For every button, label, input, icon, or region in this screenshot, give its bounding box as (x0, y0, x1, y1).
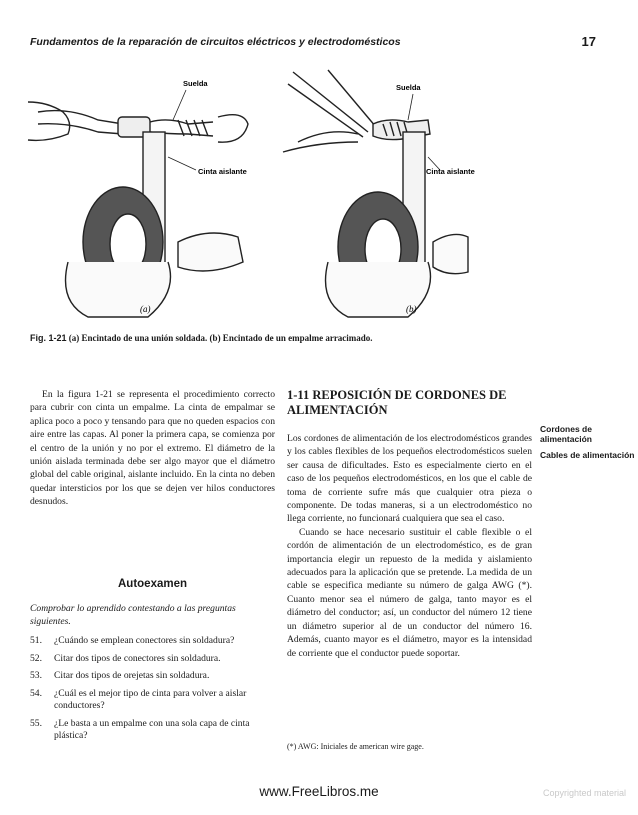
question-text: ¿Cuándo se emplean conectores sin soldadura? (54, 635, 235, 646)
right-column (287, 432, 532, 660)
section-paragraph-1: Los cordones de alimentación de los electrodomésticos grandes y los cables flexibles de los pequeños electrodomésticos suelen ser causa de dificultades. Esto es especialmente cierto en el caso de los pequeños electrodomésticos, en los que el cable de toma de corriente sufre más que cualquier otra pieza o componente. De todas maneras, si a un electrodoméstico no llega corriente, no funcionará cualquiera que sea el caso. (287, 433, 532, 525)
question-number: 55. (30, 717, 42, 729)
section-title: 1-11 REPOSICIÓN DE CORDONES DE ALIMENTACIÓN (287, 388, 507, 417)
margin-note-cables: Cables de alimentación (540, 450, 635, 460)
footer-link[interactable]: www.FreeLibros.me (259, 784, 379, 799)
question-item (30, 635, 275, 648)
margin-note-cordones: Cordones de alimentación (540, 424, 592, 444)
question-item (30, 670, 275, 683)
question-number: 52. (30, 652, 42, 664)
self-exam-intro: Comprobar lo aprendido contestando a las preguntas siguientes. (30, 603, 236, 627)
question-number: 54. (30, 687, 42, 699)
section-paragraph-2: Cuando se hace necesario sustituir el cable flexible o el cordón de alimentación de un electrodoméstico, es de gran importancia elegir un repuesto de la medida y aislamiento adecuados para la aplicación que se pretende. La medida de un cable se especifica mediante su número de galga AWG (*). Cuanto menor sea el número de galga, tanto mayor es el diámetro del conductor; así, un conductor del número 12 tiene un diámetro superior al de un conductor del número 16. Además, cuanto mayor es el diámetro, mayor es la intensidad de corriente que el conductor puede soportar. (287, 526, 532, 659)
question-item (30, 718, 275, 743)
copyright-watermark: Copyrighted material (542, 788, 626, 798)
label-b-solder: Suelda (396, 83, 421, 92)
panel-a-drawing (28, 90, 248, 317)
question-number: 53. (30, 670, 42, 681)
self-exam-questions (30, 635, 275, 748)
label-a-tape: Cinta aislante (198, 167, 247, 176)
running-title: Fundamentos de la reparación de circuitos eléctricos y electrodomésticos (30, 36, 401, 48)
question-item (30, 653, 275, 666)
question-text: ¿Cuál es el mejor tipo de cinta para volver a aislar conductores? (54, 687, 247, 711)
question-text: ¿Le basta a un empalme con una sola capa de cinta plástica? (54, 717, 250, 741)
label-a-solder: Suelda (183, 79, 208, 88)
figure-1-21 (28, 62, 475, 322)
left-paragraph: En la figura 1-21 se representa el procedimiento correcto para cubrir con cinta un empalme. La cinta de empalmar se aplica poco a poco y tensando para que no queden espacios con aire entre las capas. Al poner la primera capa, se comienza por el centro de la unión y no por el extremo. El diámetro de la unión aislada terminada debe ser algo mayor que el diámetro global del cable original, aislante incluido. En la cinta no deben quedar intersticios por los que se dejen ver hilos conductores desnudos. (30, 389, 275, 508)
caption-text: (a) Encintado de una unión soldada. (b) Encintado de un empalme arracimado. (68, 333, 373, 343)
caption-number: Fig. 1-21 (30, 333, 67, 343)
question-item (30, 688, 275, 713)
question-text: Citar dos tipos de orejetas sin soldadura. (54, 670, 210, 681)
page-number: 17 (581, 34, 596, 49)
left-column (30, 388, 275, 509)
question-number: 51. (30, 635, 42, 646)
panel-b-label: (b) (406, 304, 417, 314)
panel-b-drawing (283, 70, 468, 317)
footnote: (*) AWG: Iniciales de american wire gage. (287, 742, 424, 751)
panel-a-label: (a) (140, 304, 151, 314)
label-b-tape: Cinta aislante (426, 167, 475, 176)
figure-illustration (28, 62, 475, 322)
self-exam-title: Autoexamen (117, 578, 188, 590)
page-header (30, 36, 608, 52)
question-text: Citar dos tipos de conectores sin soldadura. (54, 652, 221, 664)
figure-caption (30, 333, 373, 343)
